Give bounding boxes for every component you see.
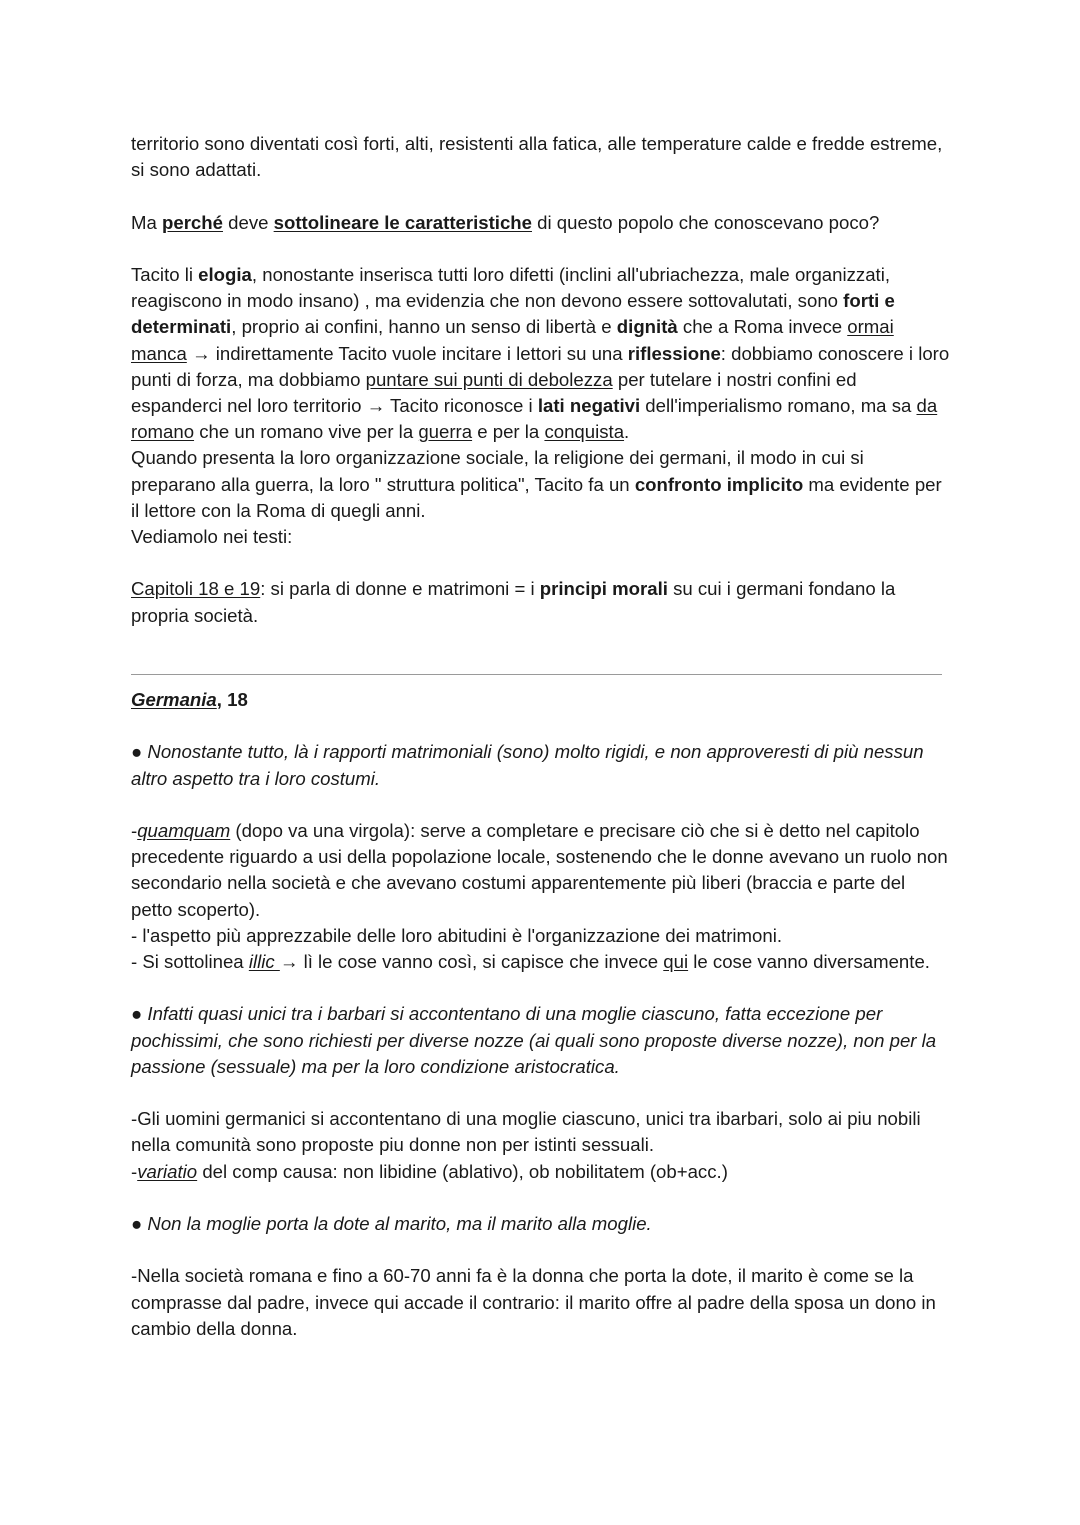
emphasis-caratteristiche: sottolineare le caratteristiche <box>273 211 532 233</box>
note-aspetto: - l'aspetto più apprezzabile delle loro abitudini è l'organizzazione dei matrimoni. <box>131 924 783 946</box>
note-dote: -Nella società romana e fino a 60-70 anni fa è la donna che porta la dote, il marito è come se la comprasse dal padre, invece qui accade il contrario: il marito offre al padre della sposa un dono in cambio della donna. <box>131 1265 936 1339</box>
paragraph-confronto: Quando presenta la loro organizzazione sociale, la religione dei germani, il modo in cui si preparano alla guerra, la loro " struttura politica", Tacito fa un confronto implicito ma evidente per il lettore con la Roma di quegli anni. <box>131 447 942 521</box>
note-quamquam: -quamquam (dopo va una virgola): serve a completare e precisare ciò che si è detto nel capitolo precedente riguardo a usi della popolazione locale, sostenendo che le donne avevano un ruolo non secondario nella società e che avevano costumi apparentemente più liberi (braccia e parte del petto scoperto). <box>131 819 948 920</box>
section-title: Germania, 18 <box>131 689 248 710</box>
note-variatio: -variatio del comp causa: non libidine (ablativo), ob nobilitatem (ob+acc.) <box>131 1160 728 1182</box>
note-uomini: -Gli uomini germanici si accontentano di una moglie ciascuno, unici tra ibarbari, solo ai piu nobili nella comunità sono proposte piu donne non per istinti sessuali. <box>131 1108 921 1156</box>
bullet-translation-3: ● Non la moglie porta la dote al marito, ma il marito alla moglie. <box>131 1212 652 1234</box>
paragraph-elogia: Tacito li elogia, nonostante inserisca tutti loro difetti (inclini all'ubriachezza, male organizzati, reagiscono in modo insano) , ma evidenzia che non devono essere sottovalutati, sono forti e determinati, proprio ai confini, hanno un senso di libertà e dignità che a Roma invece ormai manca → indirettamente Tacito vuole incitare i lettori su una riflessione: dobbiamo conoscere i loro punti di forza, ma dobbiamo puntare sui punti di debolezza per tutelare i nostri confini ed espanderci nel loro territorio → Tacito riconosce i lati negativi dell'imperialismo romano, ma sa da romano che un romano vive per la guerra e per la conquista. <box>131 263 950 443</box>
paragraph-intro: territorio sono diventati così forti, alti, resistenti alla fatica, alle temperature calde e fredde estreme, si sono adattati. <box>131 133 943 181</box>
bullet-translation-2: ● Infatti quasi unici tra i barbari si accontentano di una moglie ciascuno, fatta eccezione per pochissimi, che sono richiesti per diverse nozze (ai quali sono proposte diverse nozze), non per la passione (sessuale) ma per la loro condizione aristocratica. <box>131 1003 937 1077</box>
section-divider <box>131 674 942 675</box>
document-body <box>131 131 951 1342</box>
bullet-translation-1: ● Nonostante tutto, là i rapporti matrimoniali (sono) molto rigidi, e non approveresti di più nessun altro aspetto tra i loro costumi. <box>131 741 924 789</box>
paragraph-question: Ma perché deve sottolineare le caratteristiche di questo popolo che conoscevano poco? <box>131 211 880 233</box>
emphasis-perche: perché <box>162 211 223 233</box>
paragraph-vediamolo: Vediamolo nei testi: <box>131 526 293 548</box>
paragraph-capitoli: Capitoli 18 e 19: si parla di donne e matrimoni = i principi morali su cui i germani fondano la propria società. <box>131 578 896 626</box>
note-illic: - Si sottolinea illic → lì le cose vanno così, si capisce che invece qui le cose vanno diversamente. <box>131 951 930 972</box>
